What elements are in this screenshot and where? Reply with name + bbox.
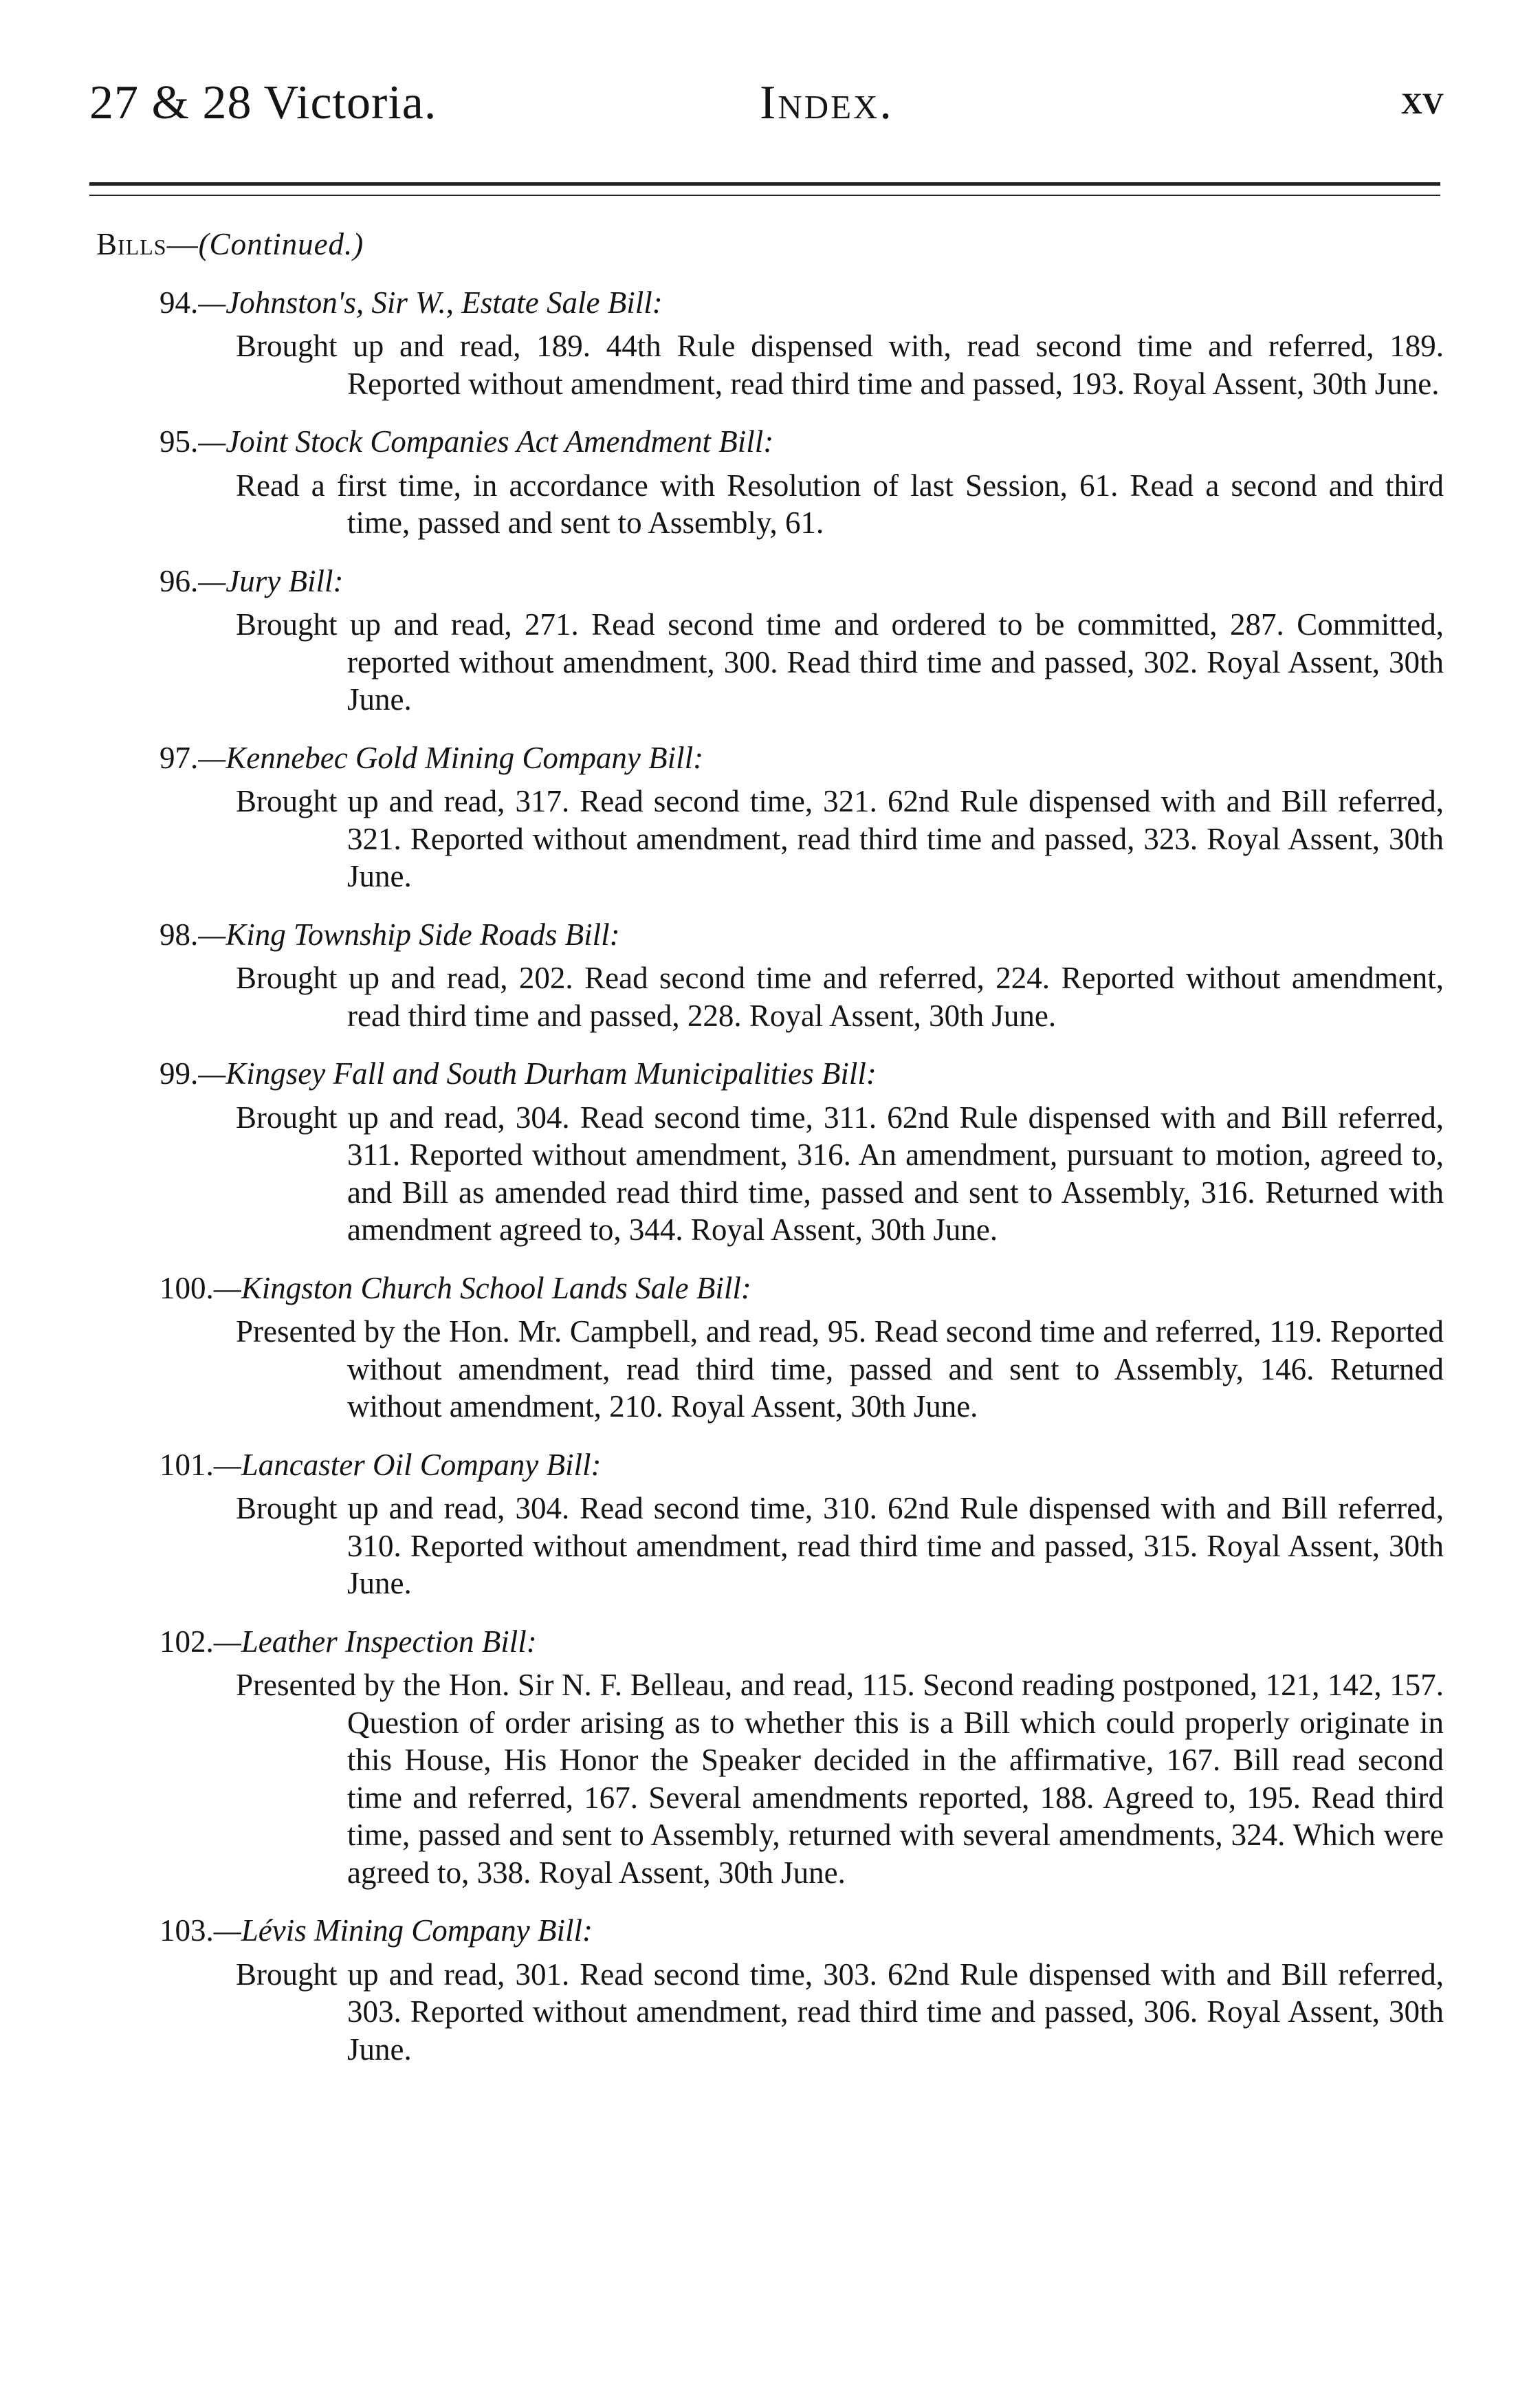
section-name: Bills [96, 227, 167, 261]
index-entry [96, 284, 1444, 403]
entry-text: Brought up and read, 301. Read second time, 303. 62nd Rule dispensed with and Bill referred, 303. Reported without amendment, read third time and passed, 306. Royal Assent, 30th June. [236, 1957, 1444, 2067]
index-entry [96, 1912, 1444, 2068]
page-title: Index. [760, 76, 894, 129]
entry-text: Brought up and read, 304. Read second time, 310. 62nd Rule dispensed with and Bill referred, 310. Reported without amendment, read third time and passed, 315. Royal Assent, 30th June. [236, 1491, 1444, 1600]
index-entry [96, 1623, 1444, 1892]
entry-title: Johnston's, Sir W., Estate Sale Bill: [226, 285, 663, 320]
entry-heading: 102.—Leather Inspection Bill: [160, 1624, 537, 1659]
index-entry [96, 916, 1444, 1035]
entry-number: 97. [160, 740, 199, 775]
entry-text: Presented by the Hon. Mr. Campbell, and read, 95. Read second time and referred, 119. Reported without amendment, read third time, passed and sent to Assembly, 146. Returned without amendment, 210. Royal Assent, 30th June. [236, 1314, 1444, 1424]
entry-heading: 99.—Kingsey Fall and South Durham Municipalities Bill: [160, 1056, 877, 1091]
entry-text: Brought up and read, 189. 44th Rule dispensed with, read second time and referred, 189. Reported without amendment, read third time and passed, 193. Royal Assent, 30th June. [236, 329, 1444, 401]
entry-text: Brought up and read, 271. Read second time and ordered to be committed, 287. Committed, reported without amendment, 300. Read third time and passed, 302. Royal Assent, 30th June. [236, 607, 1444, 717]
entry-heading: 95.—Joint Stock Companies Act Amendment Bill: [160, 424, 774, 459]
entry-number: 101. [160, 1447, 214, 1482]
entry-number: 103. [160, 1913, 214, 1948]
entry-title: Lévis Mining Company Bill: [241, 1913, 593, 1948]
entry-title: Jury Bill: [226, 563, 344, 598]
section-heading: Bills—(Continued.) [96, 227, 364, 261]
index-entry [96, 423, 1444, 542]
index-entry [96, 1446, 1444, 1602]
entry-heading: 101.—Lancaster Oil Company Bill: [160, 1447, 602, 1482]
entry-number: 94. [160, 285, 199, 320]
index-entry [96, 1270, 1444, 1426]
entry-heading: 97.—Kennebec Gold Mining Company Bill: [160, 740, 704, 775]
entry-number: 95. [160, 424, 199, 459]
entry-title: Lancaster Oil Company Bill: [241, 1447, 602, 1482]
entry-title: Kingsey Fall and South Durham Municipalities Bill: [226, 1056, 877, 1091]
entry-heading: 98.—King Township Side Roads Bill: [160, 917, 620, 952]
entry-number: 100. [160, 1270, 214, 1305]
entry-text: Read a first time, in accordance with Resolution of last Session, 61. Read a second and third time, passed and sent to Assembly, 61. [236, 468, 1444, 540]
entry-title: Kingston Church School Lands Sale Bill: [241, 1270, 751, 1305]
entry-text: Presented by the Hon. Sir N. F. Belleau, and read, 115. Second reading postponed, 121, 142, 157. Question of order arising as to whether this is a Bill which could properly originate in this House, His Honor the Speaker decided in the affirmative, 167. Bill read second time and referred, 167. Several amendments reported, 188. Agreed to, 195. Read third time, passed and sent to Assembly, returned with several amendments, 324. Which were agreed to, 338. Royal Assent, 30th June. [236, 1668, 1444, 1890]
entry-number: 98. [160, 917, 199, 952]
entry-heading: 94.—Johnston's, Sir W., Estate Sale Bill: [160, 285, 663, 320]
entry-number: 96. [160, 563, 199, 598]
entry-text: Brought up and read, 317. Read second time, 321. 62nd Rule dispensed with and Bill referred, 321. Reported without amendment, read third time and passed, 323. Royal Assent, 30th June. [236, 784, 1444, 893]
header-rule-thick [89, 182, 1440, 186]
index-entry [96, 563, 1444, 719]
entry-title: King Township Side Roads Bill: [226, 917, 620, 952]
entry-heading: 96.—Jury Bill: [160, 563, 344, 598]
running-head [89, 76, 1444, 144]
entry-text: Brought up and read, 304. Read second time, 311. 62nd Rule dispensed with and Bill referred, 311. Reported without amendment, 316. An amendment, pursuant to motion, agreed to, and Bill as amended read third time, passed and sent to Assembly, 316. Returned with amendment agreed to, 344. Royal Assent, 30th June. [236, 1100, 1444, 1247]
entry-text: Brought up and read, 202. Read second time and referred, 224. Reported without amendment, read third time and passed, 228. Royal Assent, 30th June. [236, 961, 1444, 1033]
volume-title: 27 & 28 Victoria. [89, 76, 437, 129]
index-content [96, 226, 1444, 2089]
entry-heading: 103.—Lévis Mining Company Bill: [160, 1913, 593, 1948]
entry-title: Joint Stock Companies Act Amendment Bill: [226, 424, 774, 459]
index-entry [96, 739, 1444, 895]
index-entry [96, 1055, 1444, 1249]
entry-number: 102. [160, 1624, 214, 1659]
entry-title: Kennebec Gold Mining Company Bill: [226, 740, 704, 775]
header-rule-thin [89, 195, 1440, 196]
section-continued: (Continued.) [198, 227, 364, 261]
entry-title: Leather Inspection Bill: [241, 1624, 537, 1659]
entry-number: 99. [160, 1056, 199, 1091]
page-number: xv [1400, 76, 1444, 123]
entry-heading: 100.—Kingston Church School Lands Sale Bill: [160, 1270, 751, 1305]
